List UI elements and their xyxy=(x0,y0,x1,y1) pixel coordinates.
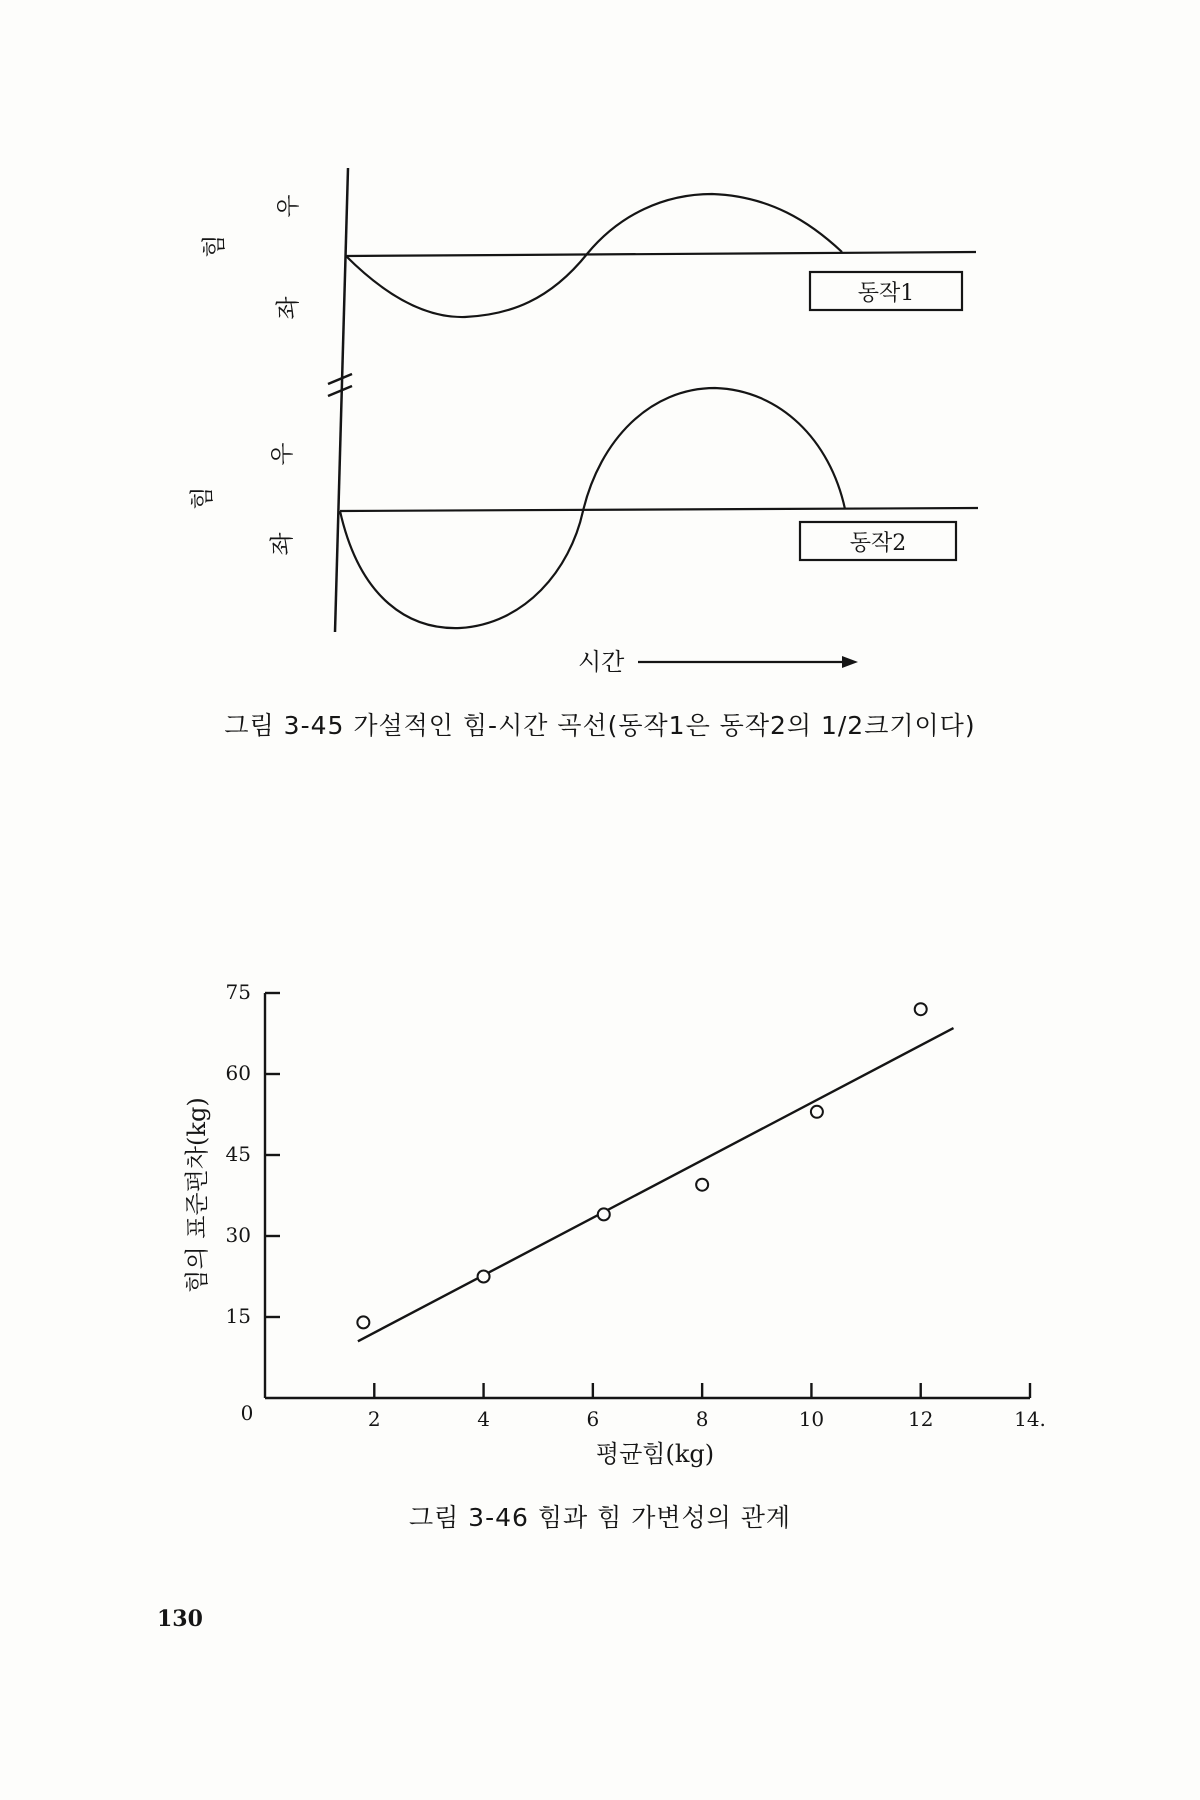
force-label-lower: 힘 xyxy=(188,486,216,510)
x-tick-label: 14. xyxy=(1014,1407,1046,1431)
figure-caption-3-45: 그림 3-45 가설적인 힘-시간 곡선(동작1은 동작2의 1/2크기이다) xyxy=(224,711,976,740)
x-tick-label: 4 xyxy=(477,1407,490,1431)
data-point xyxy=(478,1271,490,1283)
time-label: 시간 xyxy=(578,648,625,676)
x-tick-label: 6 xyxy=(586,1407,600,1431)
data-point xyxy=(915,1003,927,1015)
y-axis-title: 힘의 표준편차(kg) xyxy=(183,1097,211,1293)
left-label-lower: 좌 xyxy=(268,532,296,556)
data-point xyxy=(598,1208,610,1220)
label-box-action1-text: 동작1 xyxy=(857,281,915,306)
fit-line xyxy=(358,1028,954,1341)
y-tick-label: 60 xyxy=(225,1061,251,1085)
right-label-upper: 우 xyxy=(274,194,302,218)
force-time-figure xyxy=(0,0,1200,780)
time-arrow-head xyxy=(842,656,858,668)
x-axis-title: 평균힘(kg) xyxy=(595,1440,715,1468)
chart-marks xyxy=(357,1003,953,1341)
label-box-action2-text: 동작2 xyxy=(849,531,907,556)
page-number: 130 xyxy=(157,1606,203,1632)
y-tick-label: 30 xyxy=(225,1223,251,1247)
force-variability-chart xyxy=(0,950,1200,1560)
x-tick-label: 12 xyxy=(907,1407,934,1431)
force-label-upper: 힘 xyxy=(200,234,228,258)
figure-caption-3-46: 그림 3-46 힘과 힘 가변성의 관계 xyxy=(408,1503,792,1532)
force-axis xyxy=(335,168,348,632)
chart-axes xyxy=(265,993,1030,1398)
data-point xyxy=(811,1106,823,1118)
data-point xyxy=(357,1316,369,1328)
x-tick-label: 10 xyxy=(798,1407,825,1431)
y-tick-label: 45 xyxy=(225,1142,251,1166)
right-label-lower: 우 xyxy=(268,442,296,466)
axis-break-mark xyxy=(328,374,352,384)
x-tick-label: 0 xyxy=(240,1401,254,1425)
data-point xyxy=(696,1179,708,1191)
y-tick-label: 75 xyxy=(225,980,251,1004)
left-label-upper: 좌 xyxy=(274,296,302,320)
chart-ticks xyxy=(226,980,1046,1431)
baseline-action1 xyxy=(346,252,976,256)
baseline-action2 xyxy=(340,508,978,511)
x-tick-label: 2 xyxy=(367,1407,381,1431)
x-tick-label: 8 xyxy=(695,1407,709,1431)
y-tick-label: 15 xyxy=(225,1304,251,1328)
axis-break-mark xyxy=(328,386,352,396)
